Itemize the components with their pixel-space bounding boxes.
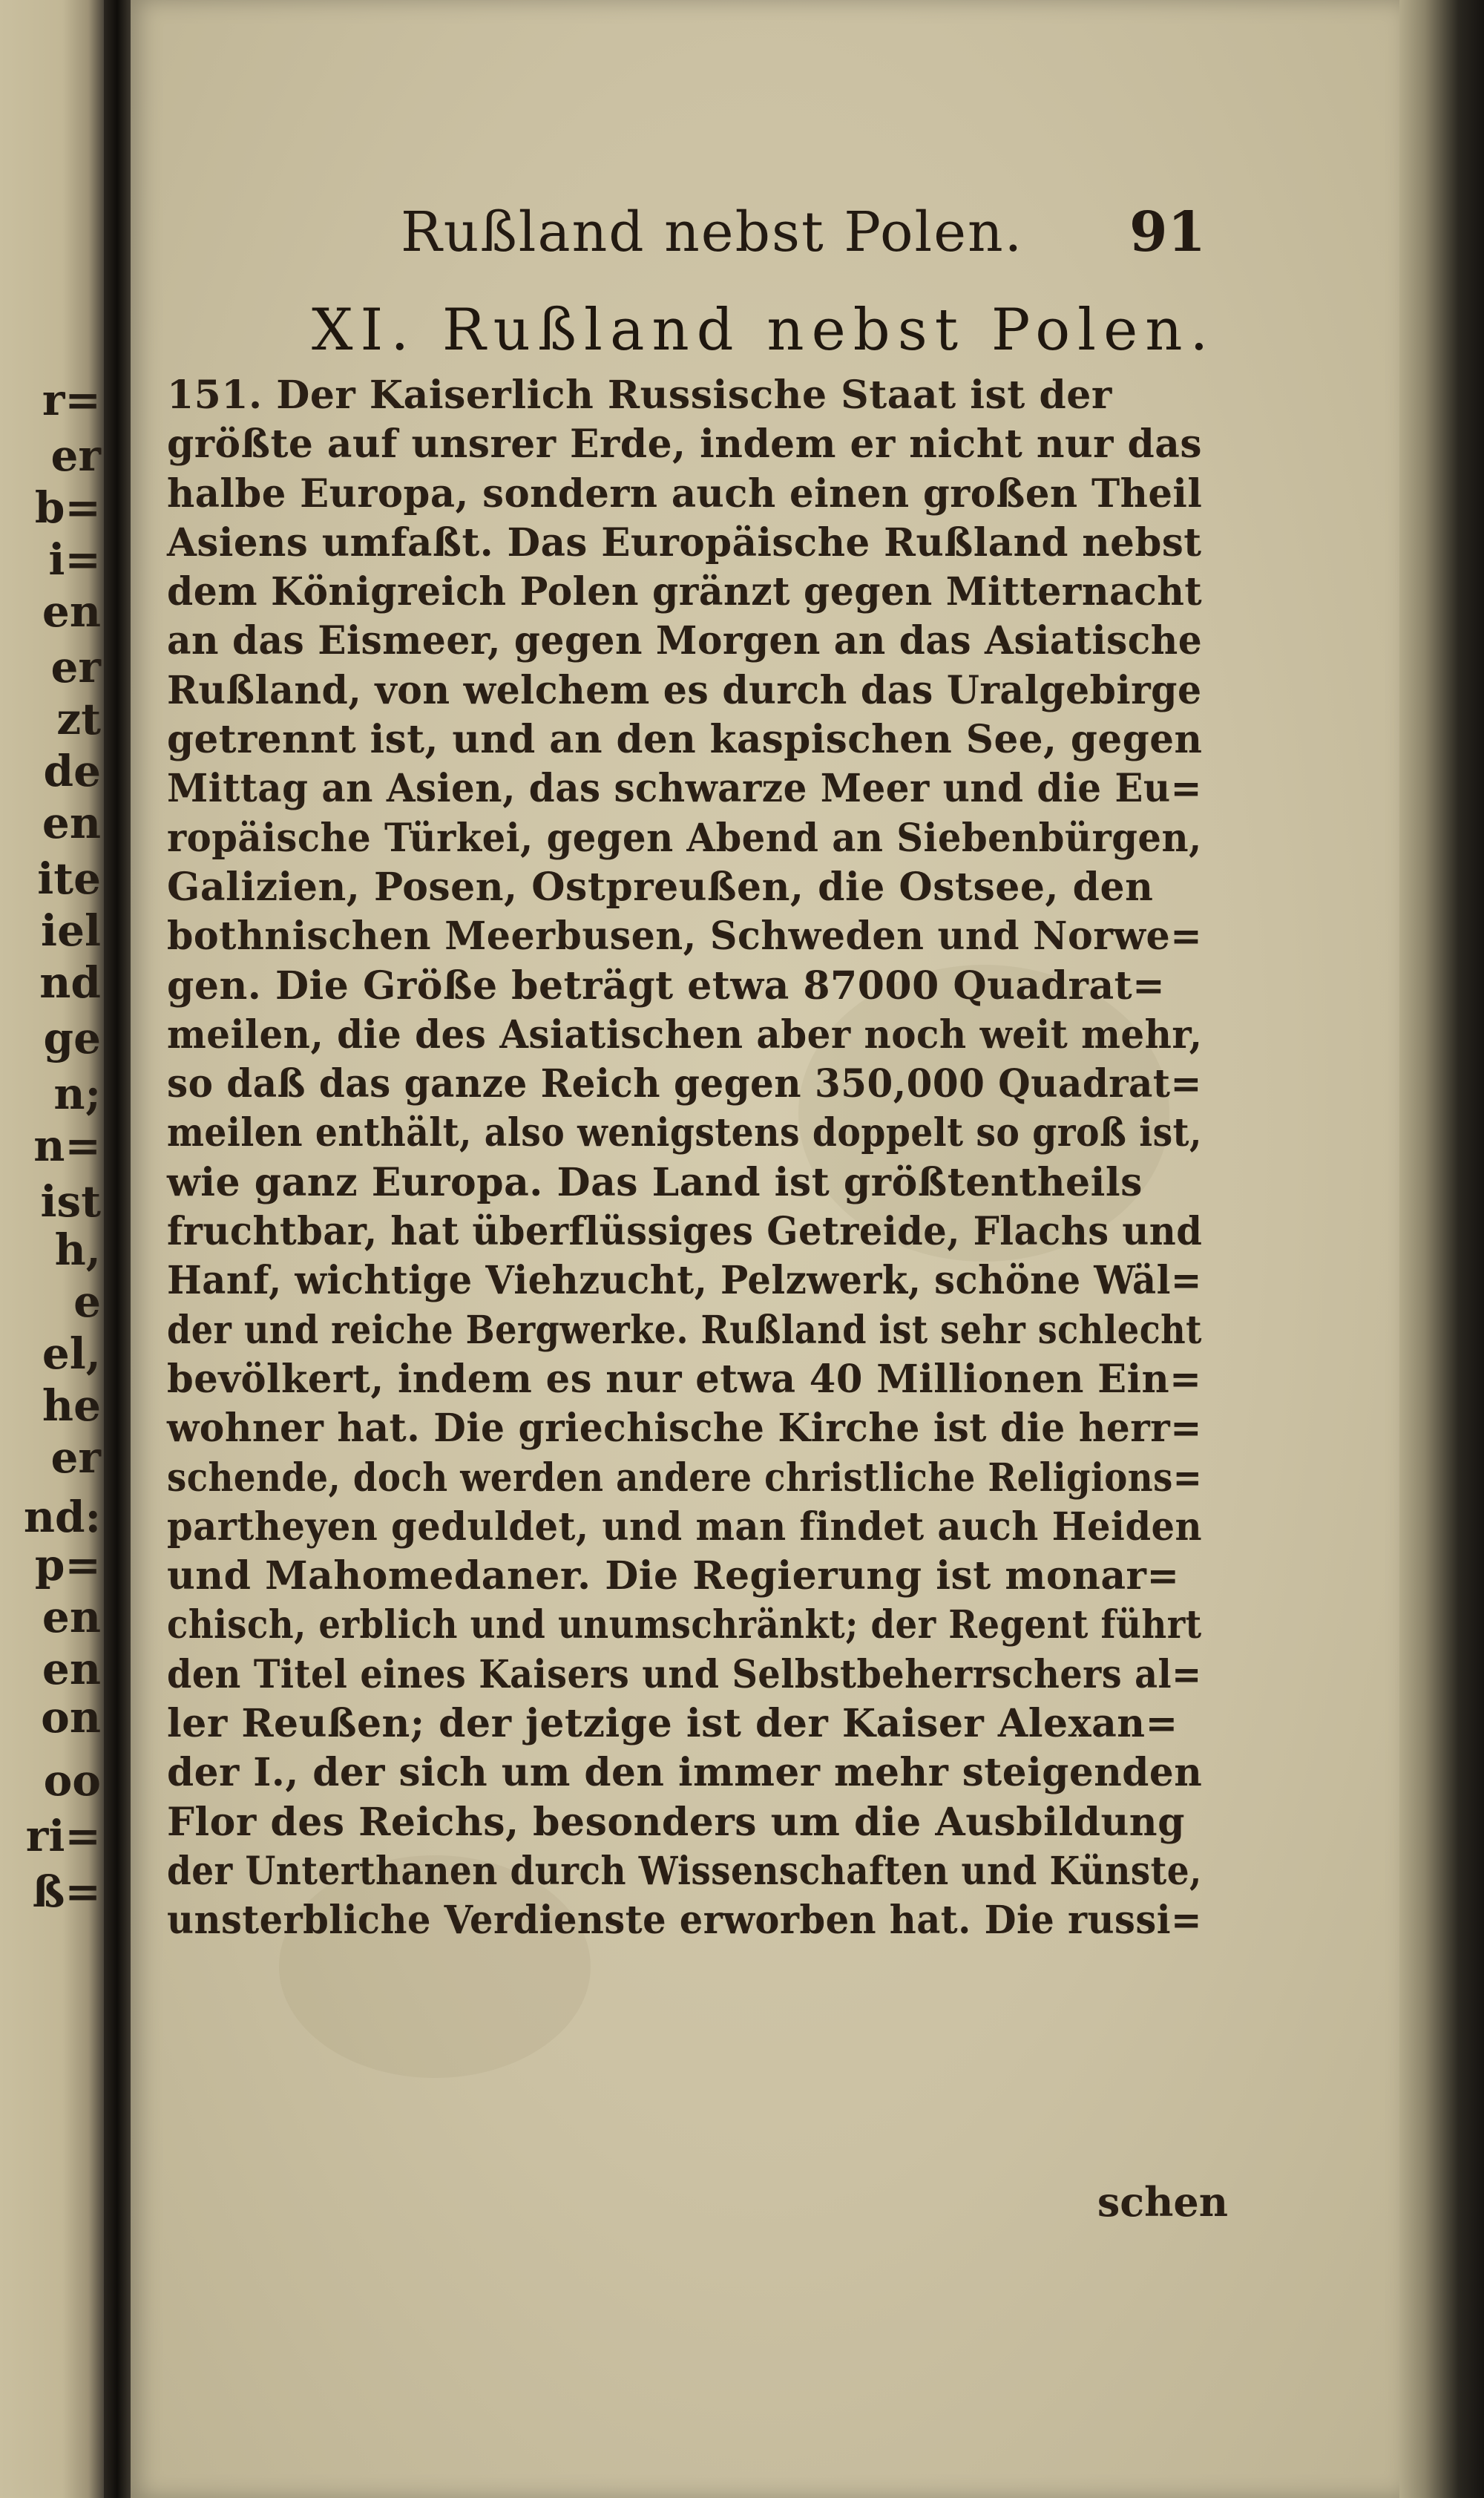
previous-page-fragment: h,: [54, 1225, 101, 1275]
previous-page-fragment: n;: [53, 1069, 101, 1119]
body-text: [167, 371, 1202, 1946]
previous-page-fragment: ist: [40, 1176, 101, 1227]
previous-page-fragment: ri=: [25, 1811, 101, 1861]
previous-page-fragment: on: [41, 1692, 101, 1743]
page-right-edge: [1399, 0, 1484, 2498]
catchword: schen: [1097, 2178, 1228, 2226]
text-line: fruchtbar, hat überflüssiges Getreide, Flachs und: [167, 1209, 1203, 1255]
text-line: dem Königreich Polen gränzt gegen Mitternacht: [167, 569, 1203, 615]
text-line: größte auf unsrer Erde, indem er nicht nur das: [167, 422, 1202, 468]
text-line: Hanf, wichtige Viehzucht, Pelzwerk, schöne Wäl=: [167, 1258, 1202, 1304]
previous-page-fragment: en: [42, 1592, 101, 1642]
text-line: meilen, die des Asiatischen aber noch weit mehr,: [167, 1012, 1203, 1058]
previous-page-fragment: nd: [39, 957, 101, 1008]
text-line: Asiens umfaßt. Das Europäische Rußland nebst: [167, 519, 1202, 566]
text-line: wohner hat. Die griechische Kirche ist die herr=: [167, 1406, 1202, 1452]
previous-page-fragment: n=: [33, 1121, 101, 1171]
text-line: schende, doch werden andere christliche Religions=: [167, 1455, 1203, 1501]
previous-page-fragment: ite: [37, 853, 101, 904]
previous-page-fragment: he: [42, 1380, 101, 1431]
text-line: so daß das ganze Reich gegen 350,000 Quadrat=: [167, 1061, 1202, 1107]
text-line: halbe Europa, sondern auch einen großen Theil: [167, 471, 1203, 517]
previous-page-fragment: r=: [42, 375, 101, 425]
text-line: chisch, erblich und unumschränkt; der Regent führt: [167, 1602, 1202, 1648]
chapter-title: XI. Rußland nebst Polen.: [312, 297, 1216, 364]
previous-page-fragment: ge: [43, 1013, 101, 1063]
text-line: ler Reußen; der jetzige ist der Kaiser Alexan=: [167, 1701, 1178, 1747]
previous-page-fragment: el,: [42, 1328, 101, 1379]
text-line: unsterbliche Verdienste erworben hat. Die russi=: [167, 1898, 1202, 1944]
text-line: der Unterthanen durch Wissenschaften und Künste,: [167, 1848, 1202, 1894]
previous-page-fragment: zt: [56, 694, 101, 744]
previous-page-fragment: en: [42, 1644, 101, 1694]
text-line: gen. Die Größe beträgt etwa 87000 Quadrat=: [167, 963, 1166, 1009]
previous-page-fragment: i=: [48, 534, 101, 585]
previous-page-fragment: nd:: [23, 1492, 101, 1542]
previous-page-edge: [0, 0, 104, 2498]
text-line: getrennt ist, und an den kaspischen See, gegen: [167, 717, 1203, 763]
previous-page-fragment: er: [50, 642, 101, 692]
text-line: den Titel eines Kaisers und Selbstbeherrschers al=: [167, 1651, 1202, 1697]
running-head: Rußland nebst Polen.: [401, 200, 1024, 264]
text-line: partheyen geduldet, und man findet auch Heiden: [167, 1504, 1203, 1550]
previous-page-fragment: b=: [34, 482, 101, 533]
previous-page-fragment: oo: [43, 1755, 101, 1806]
text-line: Mittag an Asien, das schwarze Meer und die Eu=: [167, 766, 1202, 812]
previous-page-fragment: en: [42, 798, 101, 848]
text-line: der I., der sich um den immer mehr steigenden: [167, 1750, 1203, 1796]
text-line: Flor des Reichs, besonders um die Ausbildung: [167, 1799, 1185, 1845]
previous-page-fragment: er: [50, 1432, 101, 1483]
text-line: meilen enthält, also wenigstens doppelt so groß ist,: [167, 1110, 1202, 1156]
previous-page-fragment: p=: [34, 1540, 101, 1590]
previous-page-fragment: ß=: [32, 1866, 101, 1917]
text-line: bevölkert, indem es nur etwa 40 Millionen Ein=: [167, 1356, 1202, 1402]
text-line: an das Eismeer, gegen Morgen an das Asiatische: [167, 618, 1203, 664]
previous-page-fragment: iel: [41, 905, 101, 956]
text-line: ropäische Türkei, gegen Abend an Siebenbürgen,: [167, 815, 1202, 861]
book-gutter: [104, 0, 131, 2498]
previous-page-fragment: e: [73, 1276, 101, 1327]
text-line: wie ganz Europa. Das Land ist größtentheils: [167, 1159, 1143, 1205]
text-line: Rußland, von welchem es durch das Uralgebirge: [167, 667, 1202, 713]
previous-page-fragment: er: [50, 430, 101, 481]
text-line: und Mahomedaner. Die Regierung ist monar=: [167, 1553, 1180, 1599]
previous-page-fragment: de: [43, 746, 101, 796]
text-line: der und reiche Bergwerke. Rußland ist sehr schlecht: [167, 1307, 1202, 1353]
page-header: [282, 200, 1247, 282]
page-number: 91: [1129, 200, 1206, 264]
previous-page-fragment: en: [42, 586, 101, 637]
text-line: 151. Der Kaiserlich Russische Staat ist der: [167, 373, 1112, 418]
text-line: bothnischen Meerbusen, Schweden und Norwe=: [167, 914, 1203, 960]
text-line: Galizien, Posen, Ostpreußen, die Ostsee, den: [167, 864, 1154, 910]
